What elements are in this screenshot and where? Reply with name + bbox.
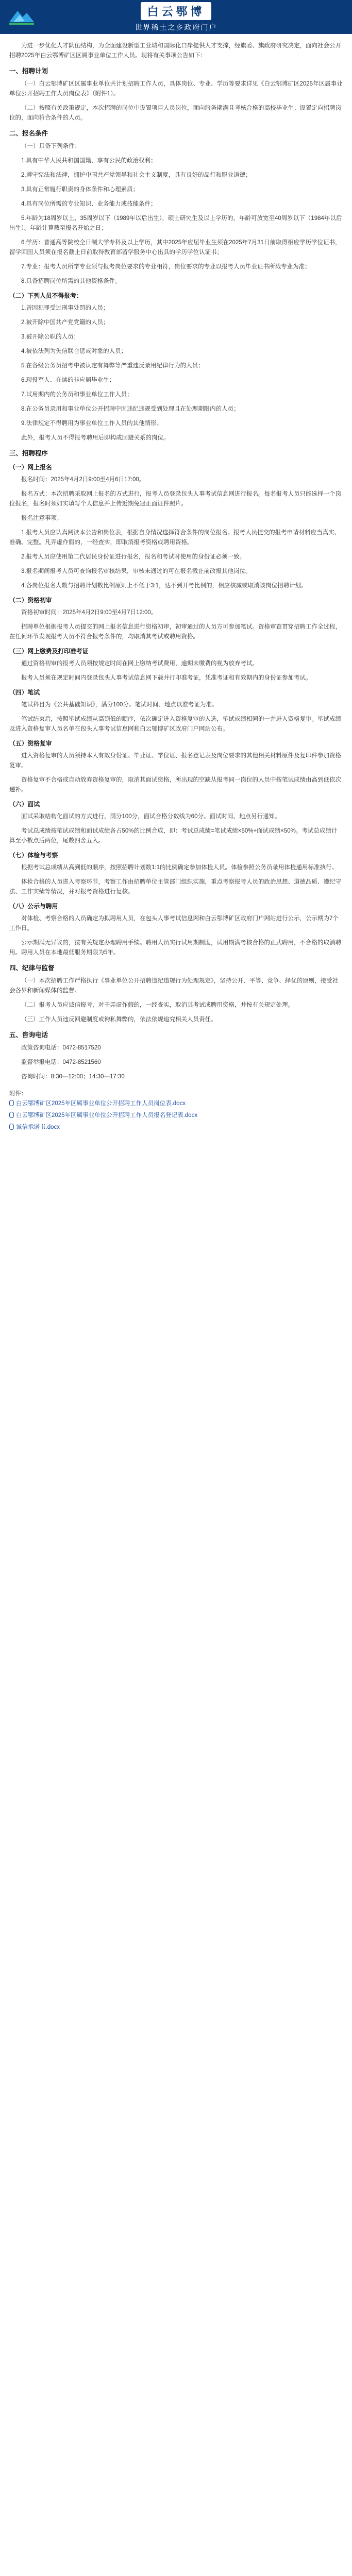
paragraph: 报名时间：2025年4月2日9:00至4月6日17:00。 (21, 477, 145, 483)
paragraph: 监督举报电话：0472-8521560 (21, 1059, 101, 1065)
paragraph: 3.报名期间报考人员可查询报名审核结果，审核未通过的可在报名截止前改报其他岗位。 (21, 568, 252, 574)
subsection-title: （二）资格初审 (9, 597, 52, 604)
paragraph: 体检合格的人员进入考察环节，考察工作由招聘单位主管部门组织实施，重点考察报考人员的政治思想、道德品质、遵纪守法、工作实绩等情况，并对报考资格进行复核。 (9, 879, 341, 895)
article-sections (9, 66, 343, 1082)
paragraph: 此外，报考人员不得报考聘用后即构成回避关系的岗位。 (21, 435, 170, 441)
section-title: 五、咨询电话 (9, 1031, 48, 1039)
article-body (0, 34, 352, 1132)
subsection-title: （四）笔试 (9, 689, 40, 696)
paragraph: 3.具有正常履行职责的身体条件和心理素质； (21, 187, 139, 193)
paragraph: 5.年龄为18周岁以上、35周岁以下（1989年以后出生），硕士研究生及以上学历的，年龄可放宽至40周岁以下（1984年以后出生）。年龄计算截至报名开始之日； (9, 215, 342, 231)
paragraph: （二）按照有关政策规定，本次招聘的岗位中设置项目人员岗位，面向服务期满且考核合格的高校毕业生；设置定向招聘岗位的，面向符合条件的人员。 (9, 105, 341, 121)
paragraph: 1.具有中华人民共和国国籍，享有公民的政治权利； (21, 158, 157, 164)
paragraph: 2.遵守宪法和法律，拥护中国共产党领导和社会主义制度，具有良好的品行和职业道德； (21, 172, 252, 178)
article-intro: 为进一步优化人才队伍结构，为全面建设新型工业城和国际化口岸提供人才支撑，经旗委、旗政府研究决定，面向社会公开招聘2025年白云鄂博矿区区属事业单位工作人员。现将有关事项公告如下： (9, 43, 341, 59)
attachment-filename: 白云鄂博矿区2025年区属事业单位公开招聘工作人员报名登记表.docx (16, 1112, 198, 1118)
site-header (0, 0, 352, 34)
paragraph: 进入资格复审的人员须持本人有效身份证、毕业证、学位证、报名登记表及岗位要求的其他相关材料原件及复印件参加资格复审。 (9, 753, 341, 769)
brand-block (135, 2, 217, 32)
paragraph: （二）报考人员应诚信报考，对于弄虚作假的，一经查实，取消其考试或聘用资格，并按有关规定处理。 (21, 1002, 294, 1008)
paragraph: 资格复审不合格或自动放弃资格复审的，取消其面试资格，所出现的空缺从报考同一岗位的人员中按笔试成绩由高到低依次递补。 (9, 777, 341, 793)
subsection-title: （六）面试 (9, 801, 40, 808)
paragraph: 4.被依法列为失信联合惩戒对象的人员； (21, 348, 127, 354)
attachment-filename: 诚信承诺书.docx (16, 1124, 60, 1130)
paragraph: 2.报考人员应使用第二代居民身份证进行报名，报名和考试时使用的身份证必须一致。 (21, 554, 246, 560)
section-title: 三、招聘程序 (9, 450, 48, 457)
paragraph: （一）具备下列条件： (21, 143, 80, 149)
paragraph: 报考人员须在规定时间内登录包头人事考试信息网下载并打印准考证，凭准考证和有效期内的身份证参加考试。 (21, 675, 312, 681)
paragraph: 考试总成绩按笔试成绩和面试成绩各占50%的比例合成，即：考试总成绩=笔试成绩×50%+面试成绩×50%。考试总成绩计算至小数点后两位，尾数四舍五入。 (9, 828, 338, 844)
paragraph: 资格初审时间：2025年4月2日9:00至4月7日12:00。 (21, 609, 157, 616)
paragraph: 通过资格初审的报考人员须按规定时间在网上缴纳考试费用，逾期未缴费的视为放弃考试。 (21, 660, 258, 667)
paragraph: 报名方式：本次招聘采取网上报名的方式进行，报考人员登录包头人事考试信息网进行报名。每名报考人员只能选择一个岗位报名，报名时须如实填写个人信息并上传近期免冠正面证件照片。 (9, 491, 341, 507)
paragraph: 招聘单位根据报考人员提交的网上报名信息进行资格初审，初审通过的人员方可参加笔试。资格审查贯穿招聘工作全过程，在任何环节发现报考人员不符合报考条件的，均取消其考试或聘用资格。 (9, 624, 341, 640)
paragraph: 报名注意事项： (21, 515, 63, 521)
paragraph: （一）白云鄂博矿区区属事业单位共计划招聘工作人员，具体岗位、专业、学历等要求详见《白云鄂博矿区2025年区属事业单位公开招聘工作人员岗位表》（附件1）。 (9, 81, 343, 97)
paragraph: 3.被开除公职的人员； (21, 334, 80, 340)
subsection-title: （二）下列人员不得报考： (9, 292, 82, 299)
paragraph: 7.专业：报考人员所学专业须与报考岗位要求的专业相符，岗位要求的专业以报考人员毕业证书所载专业为准； (21, 264, 311, 270)
section-title: 一、招聘计划 (9, 67, 48, 75)
subsection-title: （五）资格复审 (9, 740, 52, 747)
paragraph: 6.学历：普通高等院校全日制大学专科及以上学历，其中2025年应届毕业生须在2025年7月31日前取得相应学历学位证书，留学回国人员须在报名截止日前取得教育部留学服务中心出具的学历学位认证书； (9, 240, 341, 256)
paragraph: （一）本次招聘工作严格执行《事业单位公开招聘违纪违规行为处理规定》，坚持公开、平等、竞争、择优的原则，接受社会各界和新闻媒体的监督。 (9, 978, 339, 994)
paragraph: 4.各岗位报名人数与招聘计划数比例原则上不低于3:1，达不到开考比例的，相应核减或取消该岗位招聘计划。 (21, 583, 307, 589)
brand-title: 白云鄂博 (141, 2, 211, 20)
subsection-title: （八）公示与聘用 (9, 903, 58, 910)
paragraph: 1.曾因犯罪受过刑事处罚的人员； (21, 305, 109, 311)
attachments-label: 附件： (9, 1091, 27, 1097)
paragraph: 5.在各级公务员招考中被认定有舞弊等严重违反录用纪律行为的人员； (21, 363, 204, 369)
paragraph: 8.在公务员录用和事业单位公开招聘中因违纪违规受到处理且在处理期限内的人员； (21, 406, 240, 412)
subsection-title: （一）网上报名 (9, 464, 52, 471)
subsection-title: （三）网上缴费及打印准考证 (9, 648, 89, 655)
paperclip-icon (9, 1124, 14, 1130)
paragraph: 8.具备招聘岗位所需的其他资格条件。 (21, 278, 121, 284)
paragraph: 对体检、考察合格的人员确定为拟聘用人员，在包头人事考试信息网和白云鄂博矿区政府门户网站进行公示，公示期为7个工作日。 (9, 916, 339, 931)
paragraph: 根据考试总成绩从高到低的顺序，按照招聘计划数1:1的比例确定参加体检人员。体检参照公务员录用体检通用标准执行。 (21, 865, 338, 871)
paragraph: 4.具有岗位所需的专业知识、业务能力或技能条件； (21, 201, 157, 207)
section-title: 二、报名条件 (9, 130, 48, 137)
paragraph: 咨询时间：8:30—12:00；14:30—17:30 (21, 1074, 125, 1080)
paragraph: 政策咨询电话：0472-8517520 (21, 1045, 101, 1051)
logo-emblem-icon (7, 7, 36, 27)
site-logo[interactable] (7, 7, 36, 27)
paragraph: 1.报考人员应认真阅读本公告和岗位表，根据自身情况选择符合条件的岗位报名。报考人员提交的报考申请材料应当真实、准确、完整。凡弄虚作假的，一经查实，即取消报考资格或聘用资格。 (9, 530, 341, 546)
paragraph: 面试采取结构化面试的方式进行，满分100分，面试合格分数线为60分。面试时间、地点另行通知。 (21, 814, 281, 820)
paragraph: 6.现役军人、在读的非应届毕业生； (21, 377, 115, 383)
section-title: 四、纪律与监督 (9, 964, 55, 972)
attachment-link[interactable] (9, 1123, 343, 1132)
paragraph: 7.试用期内的公务员和事业单位工作人员； (21, 392, 133, 398)
subsection-title: （七）体检与考察 (9, 852, 58, 859)
brand-subtitle: 世界稀土之乡政府门户 (135, 23, 217, 31)
attachments-list (9, 1099, 343, 1132)
attachment-link[interactable] (9, 1099, 343, 1109)
paragraph: （三）工作人员违反回避制度或徇私舞弊的，依法依规追究相关人员责任。 (21, 1016, 217, 1023)
paragraph: 9.法律规定不得聘用为事业单位工作人员的其他情形。 (21, 420, 163, 427)
attachment-link[interactable] (9, 1111, 343, 1121)
paragraph: 公示期满无异议的，按有关规定办理聘用手续。聘用人员实行试用期制度，试用期满考核合格的正式聘用，不合格的取消聘用。聘用人员在本地最低服务期限为5年。 (9, 940, 341, 956)
paperclip-icon (9, 1100, 14, 1106)
paragraph: 笔试结束后，按照笔试成绩从高到低的顺序，依次确定进入资格复审的人选，笔试成绩相同的一并进入资格复审。笔试成绩及进入资格复审人员名单在包头人事考试信息网和白云鄂博矿区政府门户网站公布。 (9, 716, 341, 732)
attachment-filename: 白云鄂博矿区2025年区属事业单位公开招聘工作人员岗位表.docx (16, 1100, 186, 1107)
paragraph: 笔试科目为《公共基础知识》，满分100分。笔试时间、地点以准考证为准。 (21, 702, 218, 708)
paragraph: 2.被开除中国共产党党籍的人员； (21, 319, 109, 326)
paperclip-icon (9, 1112, 14, 1118)
